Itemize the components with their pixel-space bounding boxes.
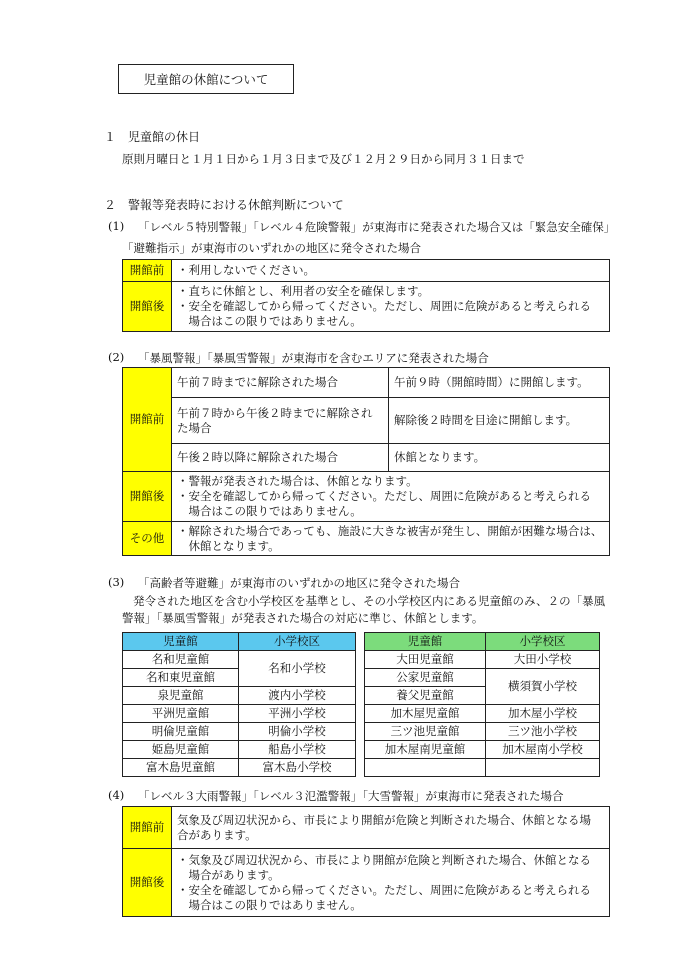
action-cell: 解除後２時間を目途に開館します。 [389,398,610,444]
column-gap [356,651,365,669]
action-cell: 休館となります。 [389,444,610,472]
text-line: 場合はこの限りではありません。 [177,504,362,518]
item-2-other-text [172,522,610,556]
item-3-intro-2: 発令された地区を含む小学校区を基準とし、その小学校区内にある児童館のみ、２の「暴風 [133,594,606,608]
school-cell: 明倫小学校 [239,723,356,741]
center-cell: 姫島児童館 [123,741,239,759]
school-cell: 名和小学校 [239,651,356,687]
item-1-number: (1) [108,219,125,233]
school-cell: 平洲小学校 [239,705,356,723]
text-line: ・安全を確認してから帰ってください。ただし、周囲に危険があると考えられる [177,299,591,313]
center-cell: 加木屋南児童館 [365,741,486,759]
opening-after-label: 開館後 [123,849,172,917]
column-gap [356,633,365,651]
text-line: 午前７時から午後２時までに解除され [177,405,373,420]
center-cell: 大田児童館 [365,651,486,669]
center-cell: 泉児童館 [123,687,239,705]
school-cell: 富木島小学校 [239,759,356,777]
opening-before-label: 開館前 [123,807,172,849]
item-1-table [122,259,610,332]
center-cell: 明倫児童館 [123,723,239,741]
text-line: ・気象及び周辺状況から、市長により開館が危険と判断された場合、休館となる [177,852,591,867]
empty-cell [486,759,600,777]
text-line: 合があります。 [177,827,257,842]
header-school-district: 小学校区 [486,633,600,651]
text-line: た場合 [177,420,212,435]
text-line: ・直ちに休館とし、利用者の安全を確保します。 [177,284,430,298]
column-gap [356,705,365,723]
item-1-before-text: ・利用しないでください。 [172,260,610,282]
center-cell: 名和東児童館 [123,669,239,687]
school-cell: 船島小学校 [239,741,356,759]
school-cell: 渡内小学校 [239,687,356,705]
item-2-number: (2) [108,350,125,364]
item-3-intro-3: 警報」「暴風雪警報」が発表された場合の対応に準じ、休館とします。 [122,611,484,625]
item-4-table [122,806,610,917]
column-gap [356,669,365,687]
text-line: ・警報が発表された場合は、休館となります。 [177,474,418,488]
text-line: ・安全を確認してから帰ってください。ただし、周囲に危険があると考えられる [177,882,591,897]
item-1-intro-2: 「避難指示」が東海市のいずれかの地区に発令された場合 [122,241,421,255]
item-4-number: (4) [108,788,125,802]
school-cell: 加木屋小学校 [486,705,600,723]
school-cell: 三ツ池小学校 [486,723,600,741]
opening-after-label: 開館後 [123,472,172,522]
condition-cell: 午前７時までに解除された場合 [172,368,389,398]
empty-cell [365,759,486,777]
other-label: その他 [123,522,172,556]
center-cell: 三ツ池児童館 [365,723,486,741]
column-gap [356,723,365,741]
center-cell: 平洲児童館 [123,705,239,723]
item-2-after-text [172,472,610,522]
item-4-intro: 「レベル３大雨警報」「レベル３氾濫警報」「大雪警報」が東海市に発表された場合 [138,789,564,803]
item-4-after-text [172,849,610,917]
center-cell: 公家児童館 [365,669,486,687]
column-gap [356,687,365,705]
item-1-after-text [172,282,610,332]
text-line: 休館となります。 [177,538,280,553]
center-cell: 富木島児童館 [123,759,239,777]
text-line: 場合があります。 [177,867,280,882]
center-cell: 加木屋児童館 [365,705,486,723]
condition-cell [172,398,389,444]
text-line: ・解除された場合であっても、施設に大きな被害が発生し、開館が困難な場合は、 [177,523,603,538]
opening-after-label: 開館後 [123,282,172,332]
column-gap [356,759,365,777]
header-children-center: 児童館 [365,633,486,651]
item-2-intro: 「暴風警報」「暴風雪警報」が東海市を含むエリアに発表された場合 [138,351,489,365]
section-1-body: 原則月曜日と１月１日から１月３日まで及び１２月２９日から同月３１日まで [122,152,525,166]
school-cell: 加木屋南小学校 [486,741,600,759]
item-3-number: (3) [108,575,125,589]
text-line: ・安全を確認してから帰ってください。ただし、周囲に危険があると考えられる [177,489,591,503]
column-gap [356,741,365,759]
text-line: 場合はこの限りではありません。 [177,897,362,912]
center-cell: 養父児童館 [365,687,486,705]
page-title: 児童館の休館について [118,64,294,94]
opening-before-label: 開館前 [123,368,172,472]
center-cell: 名和児童館 [123,651,239,669]
item-4-before-text [172,807,610,849]
item-3-intro: 「高齢者等避難」が東海市のいずれかの地区に発令された場合 [138,576,460,590]
action-cell: 午前９時（開館時間）に開館します。 [389,368,610,398]
header-school-district: 小学校区 [239,633,356,651]
section-1-heading: １ 児童館の休日 [104,130,201,144]
text-line: 場合はこの限りではありません。 [177,314,362,328]
school-cell: 大田小学校 [486,651,600,669]
item-1-intro: 「レベル５特別警報」「レベル４危険警報」が東海市に発表された場合又は「緊急安全確保」 [138,220,616,234]
item-2-table [122,367,610,556]
header-children-center: 児童館 [123,633,239,651]
school-cell: 横須賀小学校 [486,669,600,705]
section-2-heading: ２ 警報等発表時における休館判断について [104,198,344,212]
opening-before-label: 開館前 [123,260,172,282]
condition-cell: 午後２時以降に解除された場合 [172,444,389,472]
children-center-table [122,632,600,777]
text-line: 気象及び周辺状況から、市長により開館が危険と判断された場合、休館となる場 [177,812,591,827]
